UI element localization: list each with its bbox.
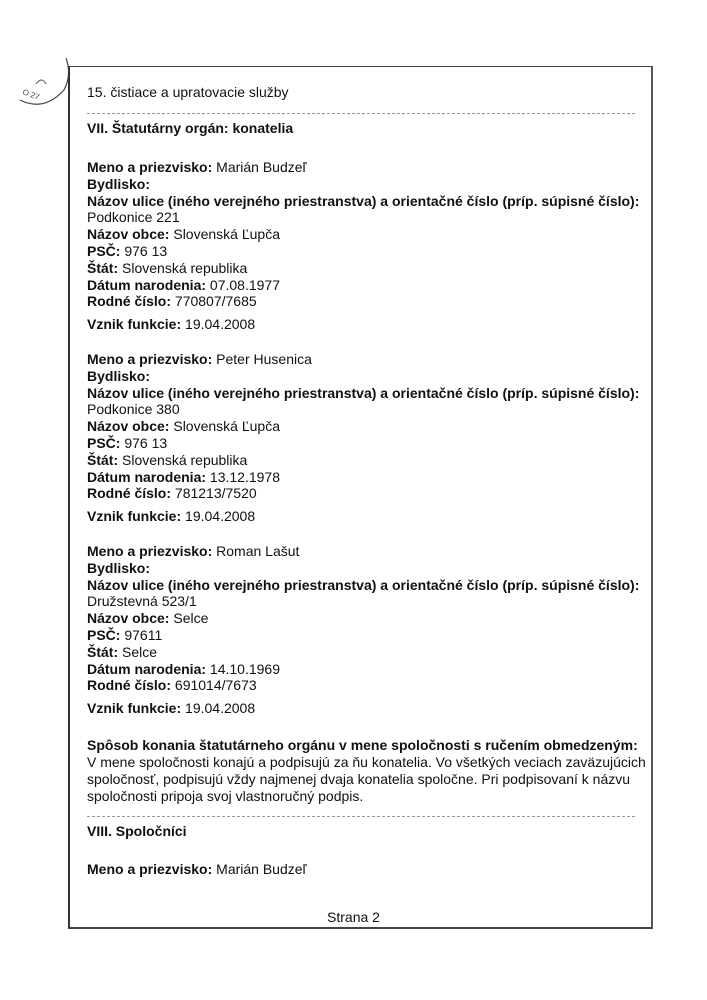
field-label: Bydlisko: [87,175,151,192]
field-value: 13.12.1978 [209,468,280,485]
person-field-row [87,277,280,294]
field-value: 19.04.2008 [185,316,256,332]
person-field-row [87,351,312,368]
person-field-row [87,677,257,694]
field-value: Roman Lašut [216,543,300,559]
person-field-row [87,243,167,260]
field-value: 14.10.1969 [209,660,280,677]
field-value: Peter Husenica [216,351,312,367]
person-field-row [87,644,157,661]
person-field-row [87,485,257,502]
field-value: 07.08.1977 [209,276,280,293]
field-label: Rodné číslo: [87,677,172,694]
person-field-row [87,593,197,610]
field-value: Podkonice 380 [87,401,180,418]
field-label: Štát: [87,643,119,660]
field-label: Štát: [87,451,119,468]
field-label: PSČ: [87,627,121,643]
stamp-mark [14,50,74,110]
field-value: 781213/7520 [174,485,257,502]
person-field-row [87,293,257,310]
field-value: 770807/7685 [174,293,257,310]
divider [87,113,635,114]
field-label: Názov ulice (iného verejného priestranstva) a orientačné číslo (príp. súpisné číslo): [87,384,640,401]
person-field-row [87,543,299,560]
conduct-line: spoločnosť, podpisujú vždy najmenej dvaja konatelia spoločne. Pri podpisovaní k názvu [87,771,631,787]
field-value: Marián Budzeľ [216,159,307,175]
person-field-row [87,368,150,385]
field-label: Vznik funkcie: [87,316,182,332]
conduct-title: Spôsob konania štatutárneho orgánu v mene spoločnosti s ručením obmedzeným: [87,737,638,753]
field-label: Meno a priezvisko: [87,543,213,559]
field-label: Názov ulice (iného verejného priestranstva) a orientačné číslo (príp. súpisné číslo): [87,576,640,593]
field-label: Meno a priezvisko: [87,351,213,367]
person-field-row [87,661,280,678]
person-field-row [87,209,180,226]
field-label: Meno a priezvisko: [87,861,213,877]
field-label: Názov ulice (iného verejného priestranstva) a orientačné číslo (príp. súpisné číslo): [87,192,640,209]
field-label: Bydlisko: [87,559,151,576]
person-field-row [87,418,280,435]
field-label: Štát: [87,259,119,276]
conduct-line: spoločnosti pripoja svoj vlastnoručný podpis. [87,788,364,804]
person-field-row [87,159,307,176]
field-label: PSČ: [87,435,121,451]
person-field-row [87,469,280,486]
field-value: Družstevná 523/1 [87,593,197,610]
field-label: Rodné číslo: [87,485,172,502]
person-field-row [87,385,639,402]
field-label: Vznik funkcie: [87,700,182,716]
page-number: Strana 2 [327,909,380,925]
person-field-row [87,577,639,594]
field-label: Názov obce: [87,226,170,243]
field-value: 976 13 [124,243,168,259]
field-value: 691014/7673 [174,677,257,694]
person-field-row [87,401,180,418]
field-label: Rodné číslo: [87,293,172,310]
svg-text:O 27: O 27 [21,87,41,102]
field-label: PSČ: [87,243,121,259]
person-field-row [87,452,247,469]
field-label: Meno a priezvisko: [87,159,213,175]
field-value: 19.04.2008 [185,508,256,524]
field-label: Dátum narodenia: [87,468,207,485]
field-value: Slovenská Ľupča [173,226,280,243]
field-label: Dátum narodenia: [87,660,207,677]
person-field-row [87,435,167,452]
field-value: Selce [173,610,209,627]
person-field-row [87,560,150,577]
field-label: Bydlisko: [87,367,151,384]
field-value: Marián Budzeľ [216,861,307,877]
field-value: 19.04.2008 [185,700,256,716]
field-label: Vznik funkcie: [87,508,182,524]
field-value: Selce [122,643,158,660]
field-value: Slovenská republika [122,259,248,276]
section-title: VII. Štatutárny orgán: konatelia [87,120,294,136]
field-value: Slovenská Ľupča [173,418,280,435]
field-label: Dátum narodenia: [87,276,207,293]
field-value: Podkonice 221 [87,209,180,226]
person-field-row [87,627,162,644]
conduct-line: V mene spoločnosti konajú a podpisujú za ňu konatelia. Vo všetkých veciach zaväzujúcich [87,754,646,770]
section-title: VIII. Spoločníci [87,823,187,839]
person-field-row [87,176,150,193]
activity-item: 15. čistiace a upratovacie služby [87,84,289,100]
field-label: Názov obce: [87,610,170,627]
person-field-row [87,226,280,243]
partner-name-row [87,861,307,878]
field-value: 976 13 [124,435,168,451]
field-label: Názov obce: [87,418,170,435]
function-since-row [87,316,255,333]
person-field-row [87,193,639,210]
function-since-row [87,700,255,717]
field-value: Slovenská republika [122,451,248,468]
function-since-row [87,508,255,525]
person-field-row [87,610,208,627]
person-field-row [87,260,247,277]
field-value: 97611 [124,627,163,643]
divider [87,816,635,817]
